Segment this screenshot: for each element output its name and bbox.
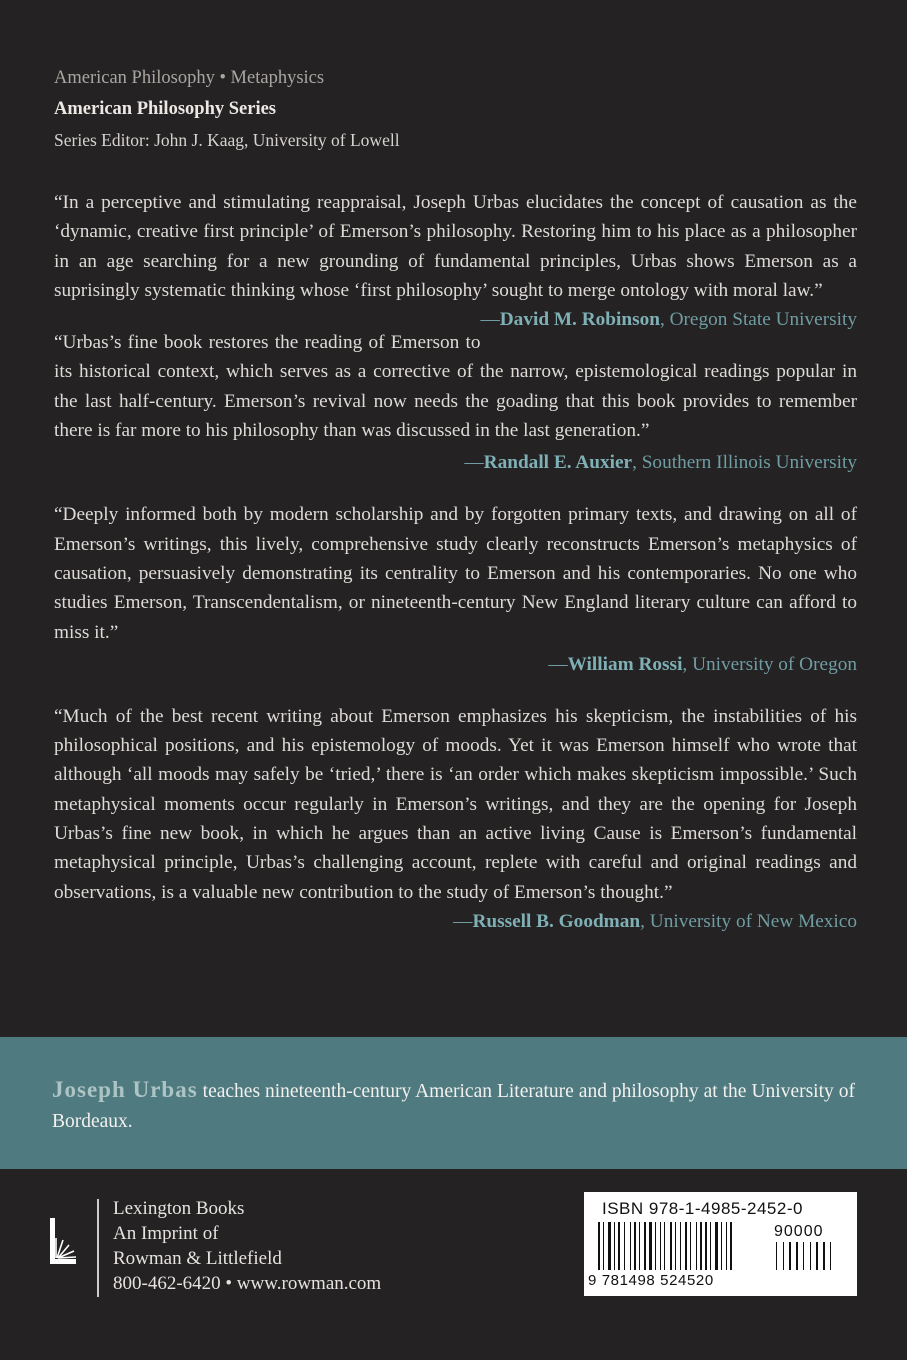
endorsement-text: “In a perceptive and stimulating reappraisal, Joseph Urbas elucidates the concept of causation as the ‘dynamic, creative first principle’ of Emerson’s philosophy. Restoring him to his place as a philosopher in an age searching for a new grounding of fundamental principles, Urbas shows Emerson as a suprisingly systematic thinking whose ‘first philosophy’ sought to merge ontology with moral law.” —David M. Robinson, Oregon State University xyxy=(54,188,857,305)
author-bio xyxy=(52,1075,855,1136)
endorser-name: Randall E. Auxier xyxy=(483,452,633,474)
publisher-imprint: An Imprint of xyxy=(113,1223,219,1244)
series-header xyxy=(54,64,864,154)
series-title: American Philosophy Series xyxy=(54,99,276,119)
endorsements xyxy=(54,188,857,936)
endorsement-robinson xyxy=(54,188,857,331)
author-bio-band xyxy=(0,1037,907,1169)
endorsement-attribution: —David M. Robinson, Oregon State University xyxy=(480,309,857,331)
endorsement-attribution: —Randall E. Auxier, Southern Illinois University xyxy=(464,452,857,474)
endorsement-attribution: —Russell B. Goodman, University of New Mexico xyxy=(453,910,857,932)
divider xyxy=(97,1199,99,1297)
isbn-label: ISBN 978-1-4985-2452-0 xyxy=(602,1199,803,1218)
endorsement-auxier xyxy=(54,328,857,477)
publisher-info xyxy=(113,1196,381,1296)
endorsement-rossi xyxy=(54,500,857,678)
isbn-barcode xyxy=(584,1192,857,1296)
author-bio-text: teaches nineteenth-century American Literature and philosophy at the University of Bordeaux. xyxy=(52,1081,855,1132)
endorsement-attribution: —William Rossi, University of Oregon xyxy=(548,653,857,675)
barcode-ean: 9 781498 524520 xyxy=(588,1272,714,1289)
endorser-name: Russell B. Goodman xyxy=(472,910,641,932)
endorsement-text: “Much of the best recent writing about Emerson emphasizes his skepticism, the instabilities of his philosophical positions, and his epistemology of moods. Yet it was Emerson himself who wrote that although ‘all moods may safely be ‘tried,’ there is ‘an order which makes skepticism impossible.’ Such metaphysical moments occur regularly in Emerson’s writings, and they are the opening for Joseph Urbas’s fine new book, in which he argues than an active living Cause is Emerson’s fundamental metaphysical principle, Urbas’s challenging account, replete with careful and original readings and observations, is a valuable new contribution to the study of Emerson’s thought.” —Russell B. Goodman, University of New Mexico xyxy=(54,702,857,907)
publisher-name: Lexington Books xyxy=(113,1198,245,1219)
publisher-parent: Rowman & Littlefield xyxy=(113,1248,282,1269)
endorsement-goodman xyxy=(54,702,857,932)
endorser-name: David M. Robinson xyxy=(499,309,660,331)
series-editor: Series Editor: John J. Kaag, University of Lowell xyxy=(54,130,400,150)
endorser-name: William Rossi xyxy=(567,653,683,675)
subject-category: American Philosophy • Metaphysics xyxy=(54,68,325,88)
lexington-logo-icon xyxy=(50,1218,78,1264)
endorsement-text: “Deeply informed both by modern scholarship and by forgotten primary texts, and drawing on all of Emerson’s writings, this lively, comprehensive study clearly reconstructs Emerson’s metaphysics of causation, persuasively demonstrating its centrality to Emerson and his contemporaries. No one who studies Emerson, Transcendentalism, or nineteenth-century New England literary culture can afford to miss it.” xyxy=(54,504,857,643)
author-name: Joseph Urbas xyxy=(52,1077,198,1102)
publisher-contact: 800-462-6420 • www.rowman.com xyxy=(113,1273,382,1294)
barcode-addon: 90000 xyxy=(774,1223,824,1240)
endorsement-text: “Urbas’s fine book restores the reading of Emerson to its historical context, which serves as a corrective of the narrow, epistemological readings popular in the last half-century. Emerson’s revival now needs the goading that this book provides to remember there is far more to his philosophy than was discussed in the last generation.” xyxy=(54,332,857,442)
